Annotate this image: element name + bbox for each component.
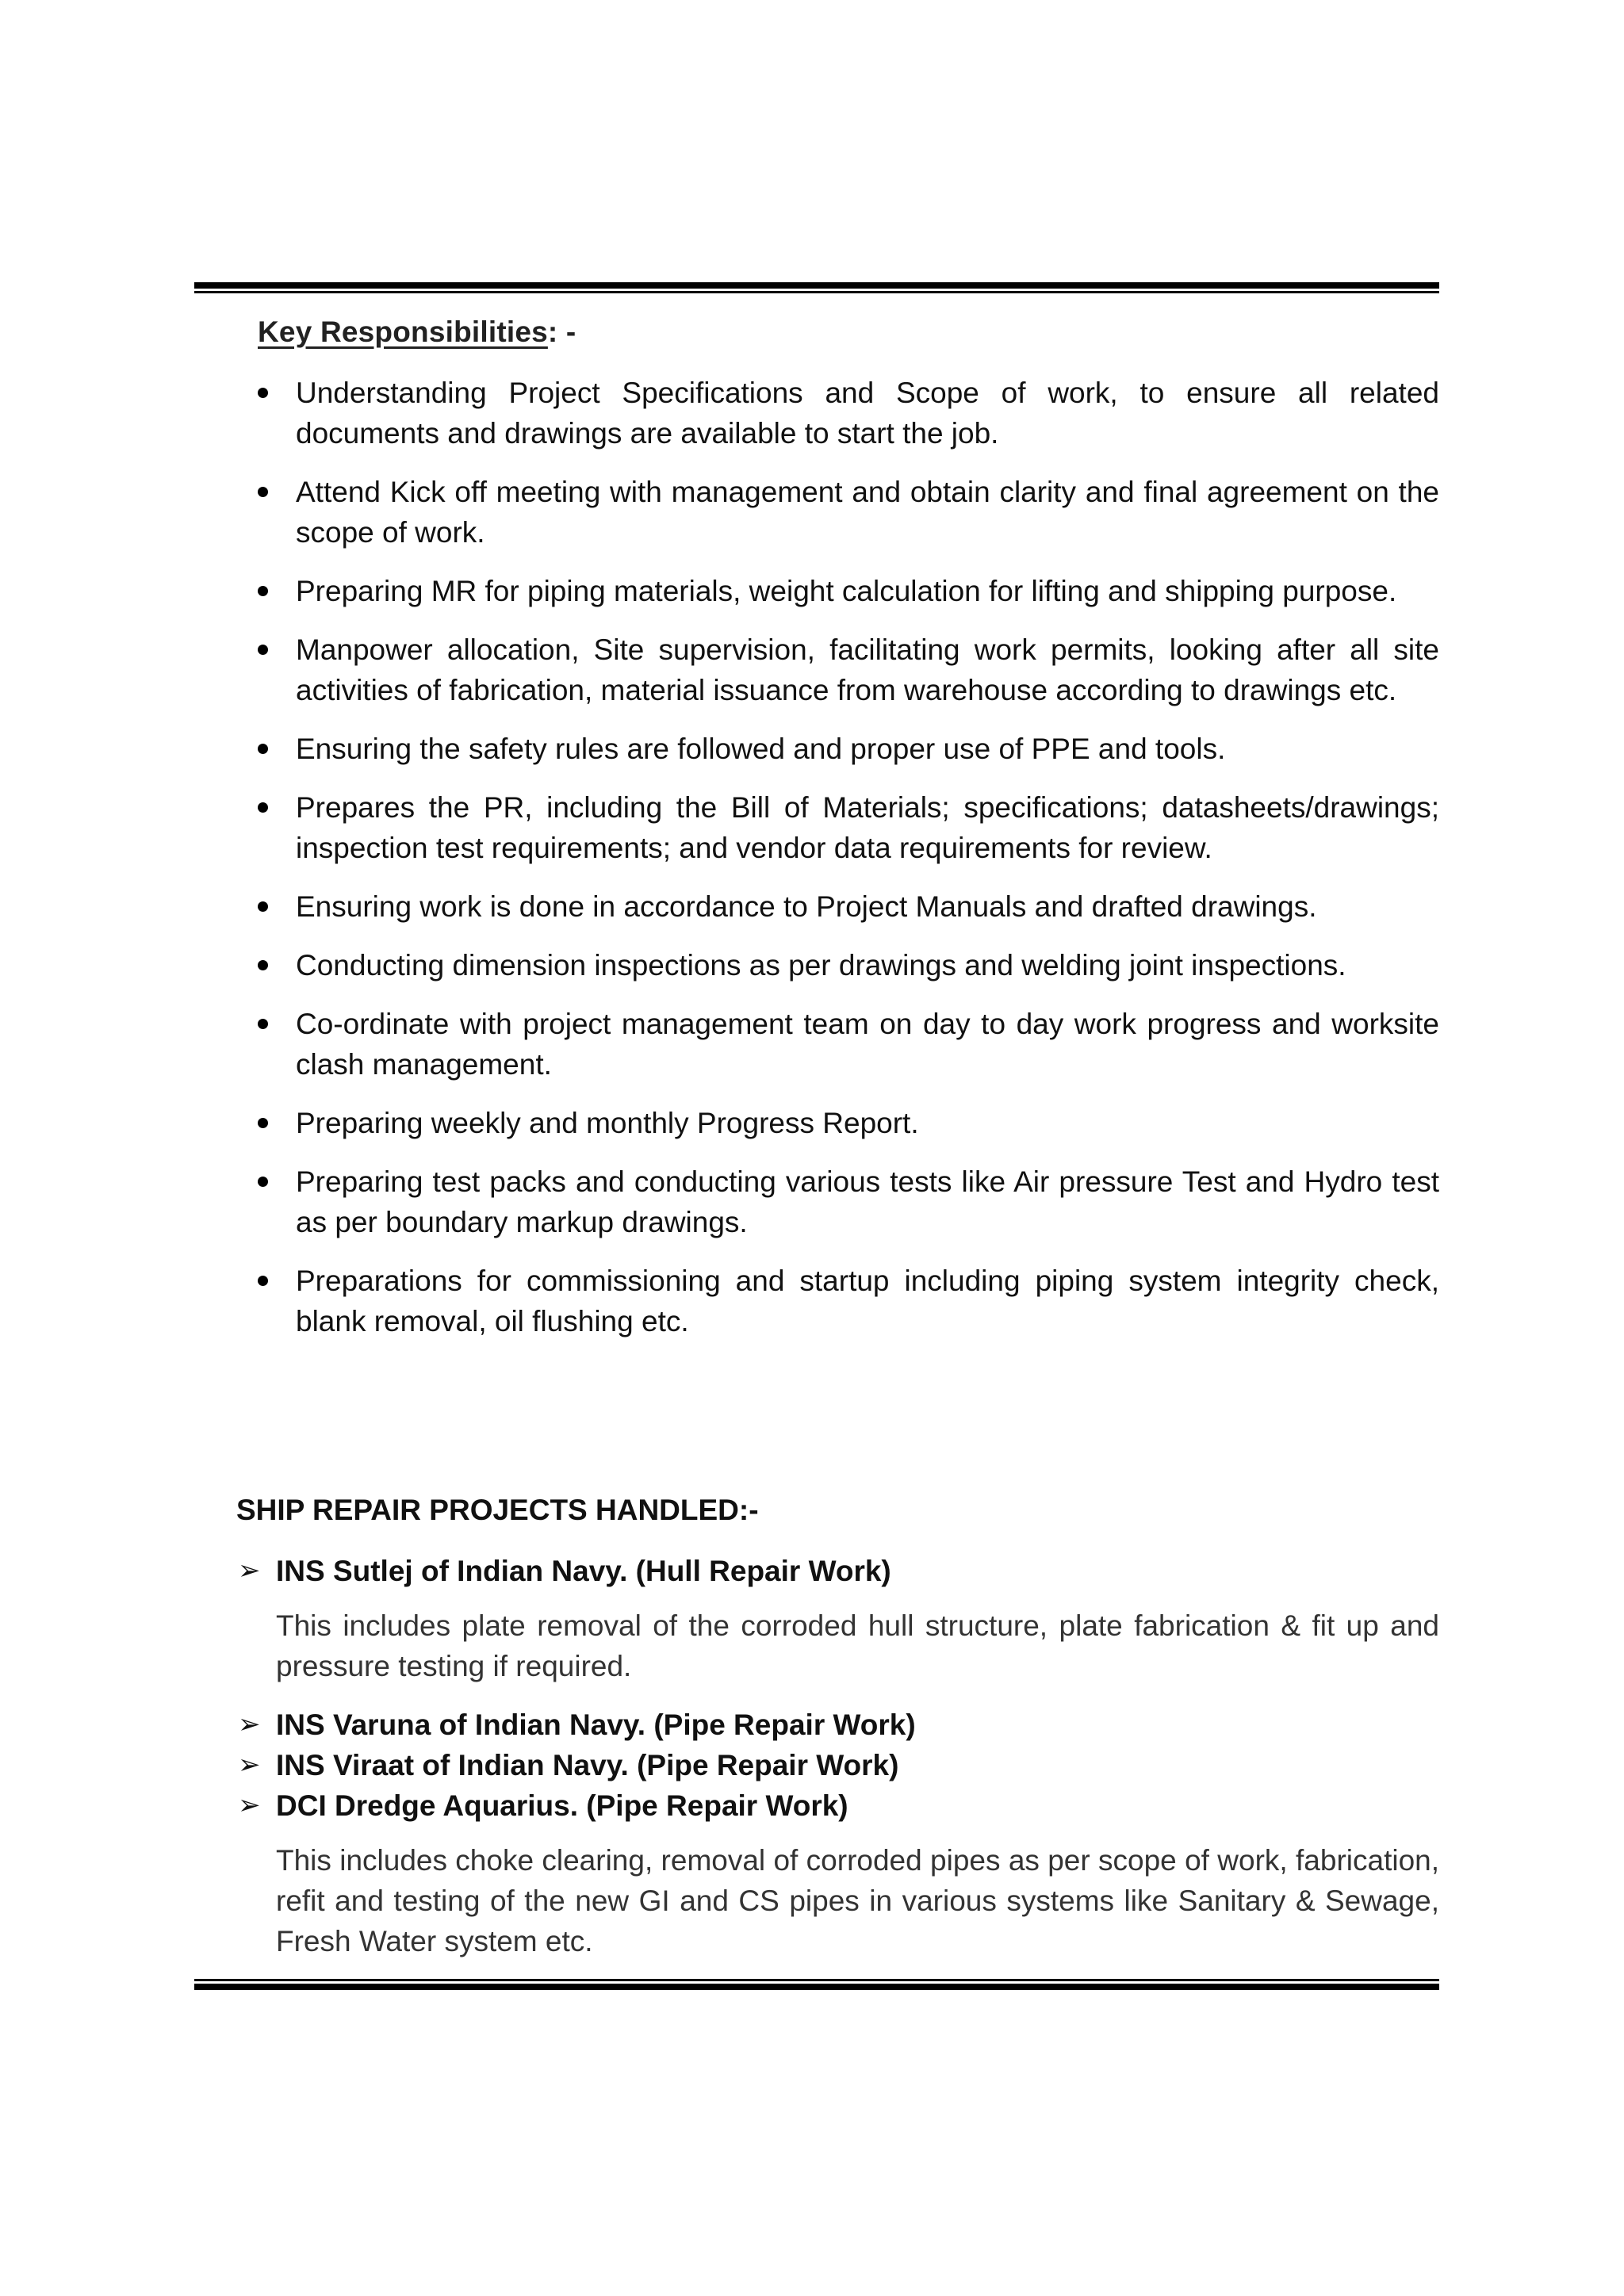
project-item: ➢ INS Sutlej of Indian Navy. (Hull Repair Work) [236,1551,1439,1591]
arrow-bullet-icon: ➢ [238,1556,261,1586]
list-item: Attend Kick off meeting with management and obtain clarity and final agreement on the scope of work. [254,472,1439,553]
bottom-divider [194,1979,1439,1990]
list-item: Manpower allocation, Site supervision, facilitating work permits, looking after all site activities of fabrication, material issuance from warehouse according to drawings etc. [254,629,1439,710]
list-item: Understanding Project Specifications and Scope of work, to ensure all related documents and drawings are available to start the job. [254,373,1439,453]
list-item: Ensuring work is done in accordance to Project Manuals and drafted drawings. [254,886,1439,927]
bullet-icon [258,586,268,596]
project-item: ➢ INS Viraat of Indian Navy. (Pipe Repair Work) [236,1745,1439,1785]
bullet-icon [258,1276,268,1286]
bullet-icon [258,645,268,655]
bullet-icon [258,1177,268,1187]
responsibilities-list [254,373,1439,1360]
bullet-icon [258,1118,268,1128]
list-item: Ensuring the safety rules are followed and proper use of PPE and tools. [254,729,1439,769]
list-item: Prepares the PR, including the Bill of Materials; specifications; datasheets/drawings; inspection test requirements; and vendor data requirements for review. [254,787,1439,868]
project-group-pipe [236,1705,1439,1976]
list-item: Preparing test packs and conducting various tests like Air pressure Test and Hydro test as per boundary markup drawings. [254,1161,1439,1242]
project-item: ➢ DCI Dredge Aquarius. (Pipe Repair Work) [236,1785,1439,1826]
project-description: This includes choke clearing, removal of corroded pipes as per scope of work, fabrication, refit and testing of the new GI and CS pipes in various systems like Sanitary & Sewage, Fresh Water system etc. [276,1844,1439,1957]
top-divider [194,282,1439,293]
bullet-icon [258,1019,268,1029]
bullet-icon [258,802,268,813]
bullet-icon [258,487,268,497]
list-item: Preparations for commissioning and startup including piping system integrity check, blank removal, oil flushing etc. [254,1261,1439,1341]
bullet-icon [258,744,268,754]
project-group-hull [236,1551,1439,1701]
bullet-icon [258,388,268,398]
bullet-icon [258,901,268,912]
project-description: This includes plate removal of the corroded hull structure, plate fabrication & fit up and pressure testing if required. [276,1609,1439,1682]
arrow-bullet-icon: ➢ [238,1709,261,1739]
list-item: Conducting dimension inspections as per drawings and welding joint inspections. [254,945,1439,985]
bullet-icon [258,960,268,970]
list-item: Preparing MR for piping materials, weight calculation for lifting and shipping purpose. [254,571,1439,611]
list-item: Co-ordinate with project management team on day to day work progress and worksite clash management. [254,1004,1439,1085]
ship-repair-heading: SHIP REPAIR PROJECTS HANDLED:- [236,1494,759,1526]
arrow-bullet-icon: ➢ [238,1790,261,1820]
project-item: ➢ INS Varuna of Indian Navy. (Pipe Repair Work) [236,1705,1439,1745]
key-responsibilities-heading: Key Responsibilities: - [258,316,576,348]
arrow-bullet-icon: ➢ [238,1750,261,1780]
list-item: Preparing weekly and monthly Progress Report. [254,1103,1439,1143]
